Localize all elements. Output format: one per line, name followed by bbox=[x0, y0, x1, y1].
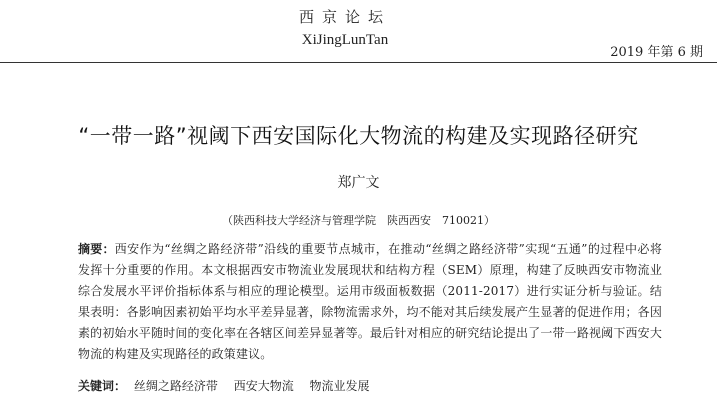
header-rule bbox=[0, 62, 717, 63]
article-title: “一带一路”视阈下西安国际化大物流的构建及实现路径研究 bbox=[78, 124, 639, 148]
journal-name-pinyin: XiJingLunTan bbox=[301, 32, 389, 48]
keyword: 西安大物流 bbox=[233, 379, 294, 393]
issue-label: 2019 年第 6 期 bbox=[610, 45, 703, 60]
keyword: 物流业发展 bbox=[309, 379, 370, 393]
keywords-label: 关键词： bbox=[78, 379, 127, 393]
abstract-label: 摘要： bbox=[78, 242, 115, 256]
abstract-text: 西安作为“丝绸之路经济带”沿线的重要节点城市，在推动“丝绸之路经济带”实现“五通”的过程中必将发挥十分重要的作用。本文根据西安市物流业发展现状和结构方程（SEM）原理，构建了反映西安市物流业综合发展水平评价指标体系与相应的理论模型。运用市级面板数据（2011-2017）进行实证分析与验证。结果表明：各影响因素初始平均水平差异显著，除物流需求外，均不能对其后续发展产生显著的促进作用；各因素的初始水平随时间的变化率在各辖区间差异显著等。最后针对相应的研究结论提出了一带一路视阈下西安大物流的构建及实现路径的政策建议。 bbox=[78, 242, 662, 361]
page-header bbox=[0, 0, 717, 66]
abstract bbox=[78, 239, 662, 365]
author-affiliation: （陕西科技大学经济与管理学院 陕西西安 710021） bbox=[222, 214, 495, 227]
keywords bbox=[78, 376, 662, 397]
keyword: 丝绸之路经济带 bbox=[133, 379, 218, 393]
journal-name-chinese: 西京论坛 bbox=[298, 8, 391, 26]
author-name: 郑广文 bbox=[337, 175, 380, 191]
